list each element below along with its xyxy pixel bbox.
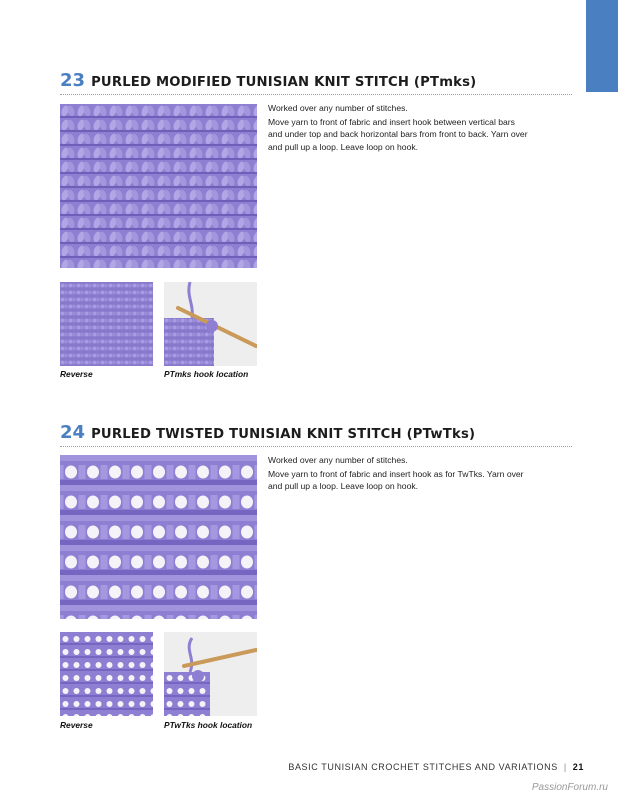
swatch-reverse-photo	[60, 282, 153, 366]
swatch-front-photo	[60, 455, 257, 619]
section-heading	[60, 424, 572, 447]
stitch-title: PURLED TWISTED TUNISIAN KNIT STITCH (PTwTks)	[91, 427, 476, 442]
swatch-front-photo	[60, 104, 257, 268]
hook-location-photo	[164, 632, 257, 716]
stitch-section-24	[60, 422, 572, 492]
page-footer	[288, 762, 584, 772]
stitch-description	[268, 454, 530, 494]
stitch-description	[268, 102, 530, 154]
page-number: 21	[572, 762, 584, 772]
description-line: Worked over any number of stitches.	[268, 455, 408, 465]
stitch-number: 24	[60, 422, 86, 443]
stitch-number: 23	[60, 70, 86, 91]
stitch-title: PURLED MODIFIED TUNISIAN KNIT STITCH (PTmks)	[91, 75, 477, 90]
hook-location-caption: PTmks hook location	[164, 369, 249, 379]
hook-location-caption: PTwTks hook location	[164, 720, 253, 730]
watermark: PassionForum.ru	[531, 782, 608, 793]
description-line: Move yarn to front of fabric and insert hook between vertical bars and under top and back horizontal bars from front to back. Yarn over and pull up a loop. Leave loop on hook.	[268, 116, 528, 152]
description-line: Worked over any number of stitches.	[268, 103, 408, 113]
description-line: Move yarn to front of fabric and insert hook as for TwTks. Yarn over and pull up a loop. Leave loop on hook.	[268, 468, 524, 492]
stitch-section-23	[60, 70, 572, 152]
swatch-reverse-photo	[60, 632, 153, 716]
hook-location-photo	[164, 282, 257, 366]
running-title: BASIC TUNISIAN CROCHET STITCHES AND VARIATIONS	[288, 762, 558, 772]
section-heading	[60, 72, 572, 95]
reverse-caption: Reverse	[60, 369, 93, 379]
chapter-tab	[586, 0, 618, 92]
reverse-caption: Reverse	[60, 720, 93, 730]
footer-separator: |	[563, 762, 567, 772]
